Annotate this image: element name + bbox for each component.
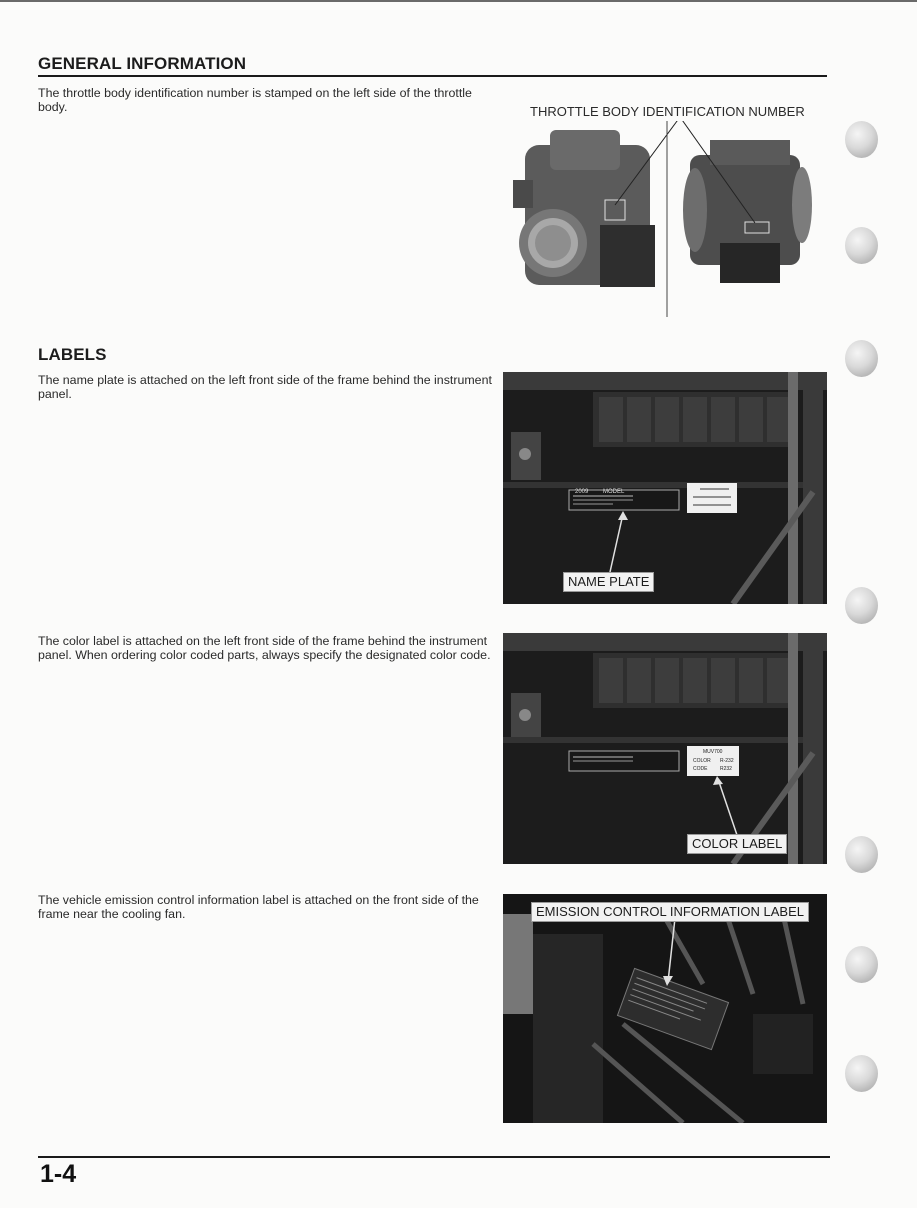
color-label-model: MUV700: [703, 749, 723, 755]
color-label-color-value: R-232: [720, 758, 734, 764]
emission-label-photo: [503, 894, 827, 1123]
throttle-body-id-callout: THROTTLE BODY IDENTIFICATION NUMBER: [526, 103, 809, 121]
top-border-line: [0, 0, 917, 2]
throttle-body-right-image: [683, 140, 812, 283]
edge-tab-3: [845, 340, 878, 377]
color-label-code-key: CODE: [693, 766, 708, 772]
edge-tab-5: [845, 836, 878, 873]
edge-tab-6: [845, 946, 878, 983]
footer-rule: [38, 1156, 830, 1158]
section-title-general-information: GENERAL INFORMATION: [38, 54, 247, 73]
edge-tab-4: [845, 587, 878, 624]
name-plate-paragraph: The name plate is attached on the left front side of the frame behind the instrument panel.: [38, 373, 492, 401]
emission-label-callout: EMISSION CONTROL INFORMATION LABEL: [531, 902, 809, 922]
section-rule-top: [38, 75, 827, 77]
color-label-photo: [503, 633, 827, 864]
plate-model-year: 2009: [575, 489, 589, 495]
edge-tab-7: [845, 1055, 878, 1092]
edge-tab-1: [845, 121, 878, 158]
plate-model-word: MODEL: [603, 489, 625, 495]
color-label-callout: COLOR LABEL: [687, 834, 787, 854]
section-title-labels: LABELS: [38, 345, 107, 364]
throttle-body-paragraph: The throttle body identification number is stamped on the left side of the throttle body.: [38, 86, 472, 114]
color-label-paragraph: The color label is attached on the left front side of the frame behind the instrument panel. When ordering color coded parts, always specify the designated color code.: [38, 634, 491, 662]
name-plate-callout: NAME PLATE: [563, 572, 654, 592]
throttle-body-photo: [505, 115, 827, 320]
throttle-body-left-image: [513, 130, 655, 287]
color-label-color-key: COLOR: [693, 758, 711, 764]
edge-tab-2: [845, 227, 878, 264]
color-label-code-value: R232: [720, 766, 732, 772]
emission-label-paragraph: The vehicle emission control information label is attached on the front side of the frame near the cooling fan.: [38, 893, 479, 921]
name-plate-photo: [503, 372, 827, 604]
page-number: 1-4: [40, 1160, 77, 1188]
